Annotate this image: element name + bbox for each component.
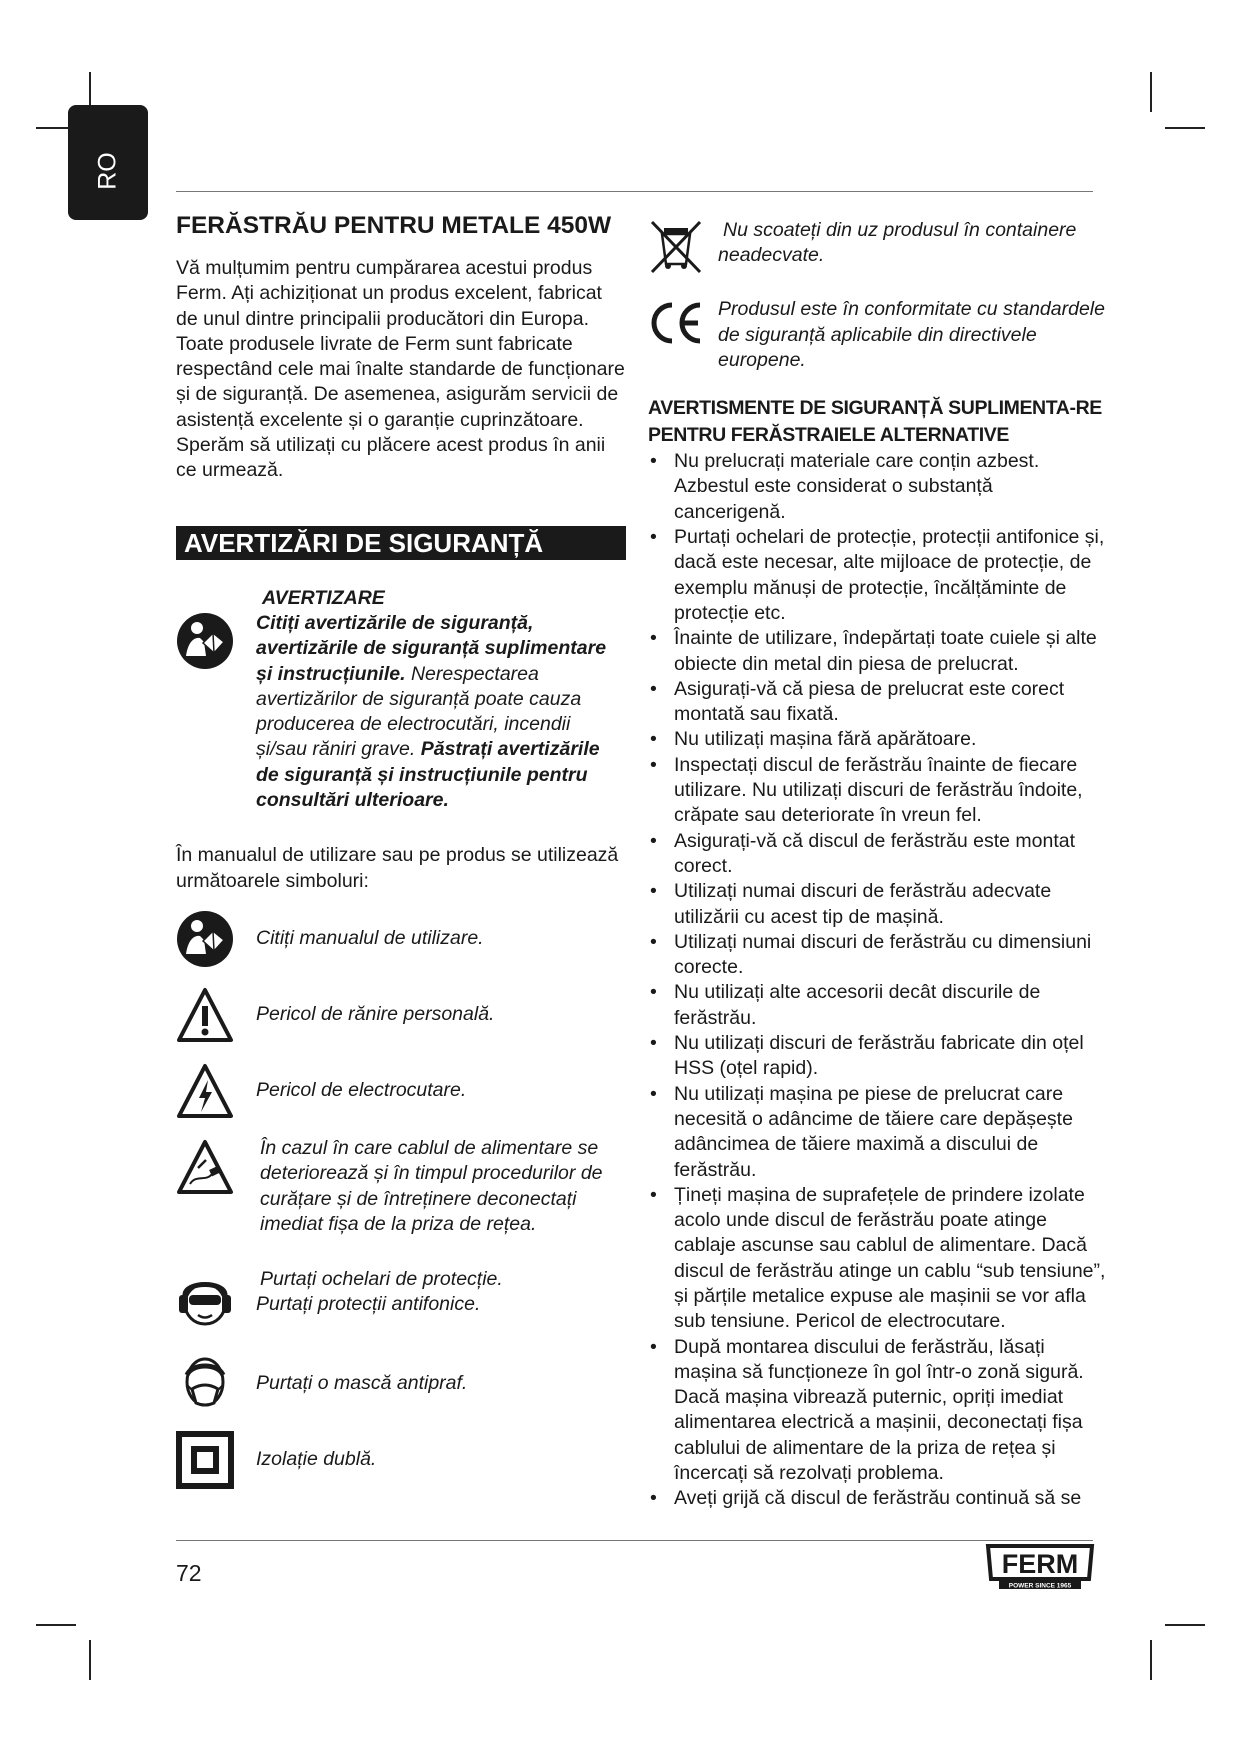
list-item: • Nu prelucrați materiale care conțin azbest. Azbestul este considerat o substanță cancerigenă. (648, 449, 1108, 525)
list-item: • Țineți mașina de suprafețele de prindere izolate acolo unde discul de ferăstrău poate atinge cablaje ascunse sau cablul de alimentare. Dacă discul de ferăstrău atinge un cablu “sub tensiune”, și părțile metalice expuse ale mașinii se vor afla sub tensiune. Pericol de electrocutare. (648, 1183, 1108, 1335)
symbol-text: Produsul este în conformitate cu standardele de siguranță aplicabile din directivele europene. (718, 298, 1105, 371)
list-item: • Utilizați numai discuri de ferăstrău cu dimensiuni corecte. (648, 930, 1108, 981)
crop-mark (1150, 72, 1152, 112)
crossed-bin-icon (648, 218, 704, 276)
symbol-text: Purtați protecții antifonice. (256, 1293, 481, 1316)
symbol-row (176, 1267, 626, 1333)
bullet-list (648, 449, 1108, 1511)
crop-mark (1150, 1640, 1152, 1680)
crop-mark (89, 1640, 91, 1680)
list-item: • Utilizați numai discuri de ferăstrău adecvate utilizării cu acest tip de mașină. (648, 879, 1108, 930)
right-column (648, 218, 1108, 1512)
list-item: • Asigurați-vă că discul de ferăstrău este montat corect. (648, 829, 1108, 880)
warning-block (176, 586, 626, 814)
ce-mark-icon (648, 299, 704, 347)
list-item: • Nu utilizați discuri de ferăstrău fabricate din oțel HSS (oțel rapid). (648, 1031, 1108, 1082)
symbol-row (648, 218, 1108, 283)
list-item: • Nu utilizați mașina pe piese de prelucrat care necesită o adâncime de tăiere care depășește adâncimea de tăiere maximă a discului de ferăstrău. (648, 1082, 1108, 1183)
symbol-row (176, 986, 626, 1044)
symbol-text: Izolație dublă. (256, 1448, 377, 1471)
symbol-row (176, 1136, 626, 1237)
warning-normal: Nerespectarea avertizărilor de siguranță poate cauza producerea de electrocutări, incendii și/sau răniri grave. (256, 662, 582, 761)
list-item: • Asigurați-vă că piesa de prelucrat este corect montată sau fixată. (648, 677, 1108, 728)
dust-mask-icon (176, 1355, 234, 1413)
left-column (176, 210, 626, 1489)
page-number: 72 (176, 1560, 202, 1586)
symbol-text: Purtați o mască antipraf. (256, 1372, 468, 1395)
symbol-text: Purtați ochelari de protecție. (260, 1268, 503, 1291)
goggles-earmuffs-icon (176, 1275, 234, 1333)
crop-mark (1165, 127, 1205, 129)
list-item: • Purtați ochelari de protecție, protecții antifonice și, dacă este necesar, alte mijloace de protecție, de exemplu mănuși de protecție, încălțăminte de protecție etc. (648, 525, 1108, 626)
svg-text:POWER SINCE 1965: POWER SINCE 1965 (1008, 1582, 1072, 1590)
additional-safety-heading: AVERTISMENTE DE SIGURANȚĂ SUPLIMENTA-RE PENTRU FERĂSTRAIELE ALTERNATIVE (648, 397, 1102, 447)
warning-bold-2: Păstrați avertizările de siguranță și instrucțiunile pentru consultări ulterioare. (256, 738, 600, 812)
product-title: FERĂSTRĂU PENTRU METALE 450W (176, 212, 612, 239)
list-item: • După montarea discului de ferăstrău, lăsați mașina să funcționeze în gol într-o zonă sigură. Dacă mașina vibrează puternic, opriți imediat alimentarea electrică a mașinii, deconectați fișa cablului de alimentare de la priza de rețea și încercați să rezolvați problema. (648, 1335, 1108, 1487)
symbol-row (176, 910, 626, 968)
symbol-text: În cazul în care cablul de alimentare se deteriorează și în timpul procedurilor de curățare și de întreținere deconectați imediat fișa de la priza de rețea. (260, 1136, 603, 1235)
symbol-text: Pericol de rănire personală. (256, 1003, 495, 1026)
warning-label: AVERTIZARE (262, 586, 385, 609)
language-tab (68, 105, 148, 220)
bottom-rule (176, 1540, 1093, 1541)
personal-injury-icon (176, 986, 234, 1044)
symbol-text: Pericol de electrocutare. (256, 1079, 467, 1102)
symbol-row (176, 1062, 626, 1120)
svg-text:FERM: FERM (1001, 1549, 1079, 1579)
ferm-logo (985, 1543, 1095, 1596)
unplug-cable-icon (176, 1138, 234, 1196)
read-manual-icon (176, 910, 234, 968)
safety-heading: AVERTIZĂRI DE SIGURANȚĂ (176, 526, 626, 560)
list-item: • Nu utilizați alte accesorii decât discurile de ferăstrău. (648, 980, 1108, 1031)
list-item: • Înainte de utilizare, îndepărtați toate cuiele și alte obiecte din metal din piesa de prelucrat. (648, 626, 1108, 677)
electrocution-icon (176, 1062, 234, 1120)
top-rule (176, 191, 1093, 192)
symbol-text: Nu scoateți din uz produsul în containere neadecvate. (718, 219, 1077, 267)
crop-mark (1165, 1624, 1205, 1626)
list-item: • Nu utilizați mașina fără apărătoare. (648, 727, 1108, 752)
list-item: • Aveți grijă că discul de ferăstrău continuă să se (648, 1486, 1108, 1511)
read-manual-icon (176, 612, 234, 670)
symbol-row (648, 297, 1108, 373)
warning-bold-1: Citiți avertizările de siguranță, avertizările de siguranță suplimentare și instrucțiunile. (256, 611, 607, 685)
symbol-row (176, 1431, 626, 1489)
symbol-row (176, 1355, 626, 1413)
crop-mark (36, 1624, 76, 1626)
intro-paragraph: Vă mulțumim pentru cumpărarea acestui produs Ferm. Ați achiziționat un produs excelent, fabricat de unul dintre principalii producători din Europa. Toate produsele livrate de Ferm sunt fabricate respectând cele mai înalte standarde de funcționare și de siguranță. De asemenea, asigurăm servicii de asistență excelente și o garanție cuprinzătoare. Sperăm să utilizați cu plăcere acest produs în anii ce urmează. (176, 257, 625, 482)
language-tab-label: RO (93, 152, 122, 190)
double-insulation-icon (176, 1431, 234, 1489)
symbol-text: Citiți manualul de utilizare. (256, 927, 484, 950)
list-item: • Inspectați discul de ferăstrău înainte de fiecare utilizare. Nu utilizați discuri de ferăstrău îndoite, crăpate sau deteriorate în vreun fel. (648, 753, 1108, 829)
symbols-intro: În manualul de utilizare sau pe produs se utilizează următoarele simboluri: (176, 844, 619, 892)
